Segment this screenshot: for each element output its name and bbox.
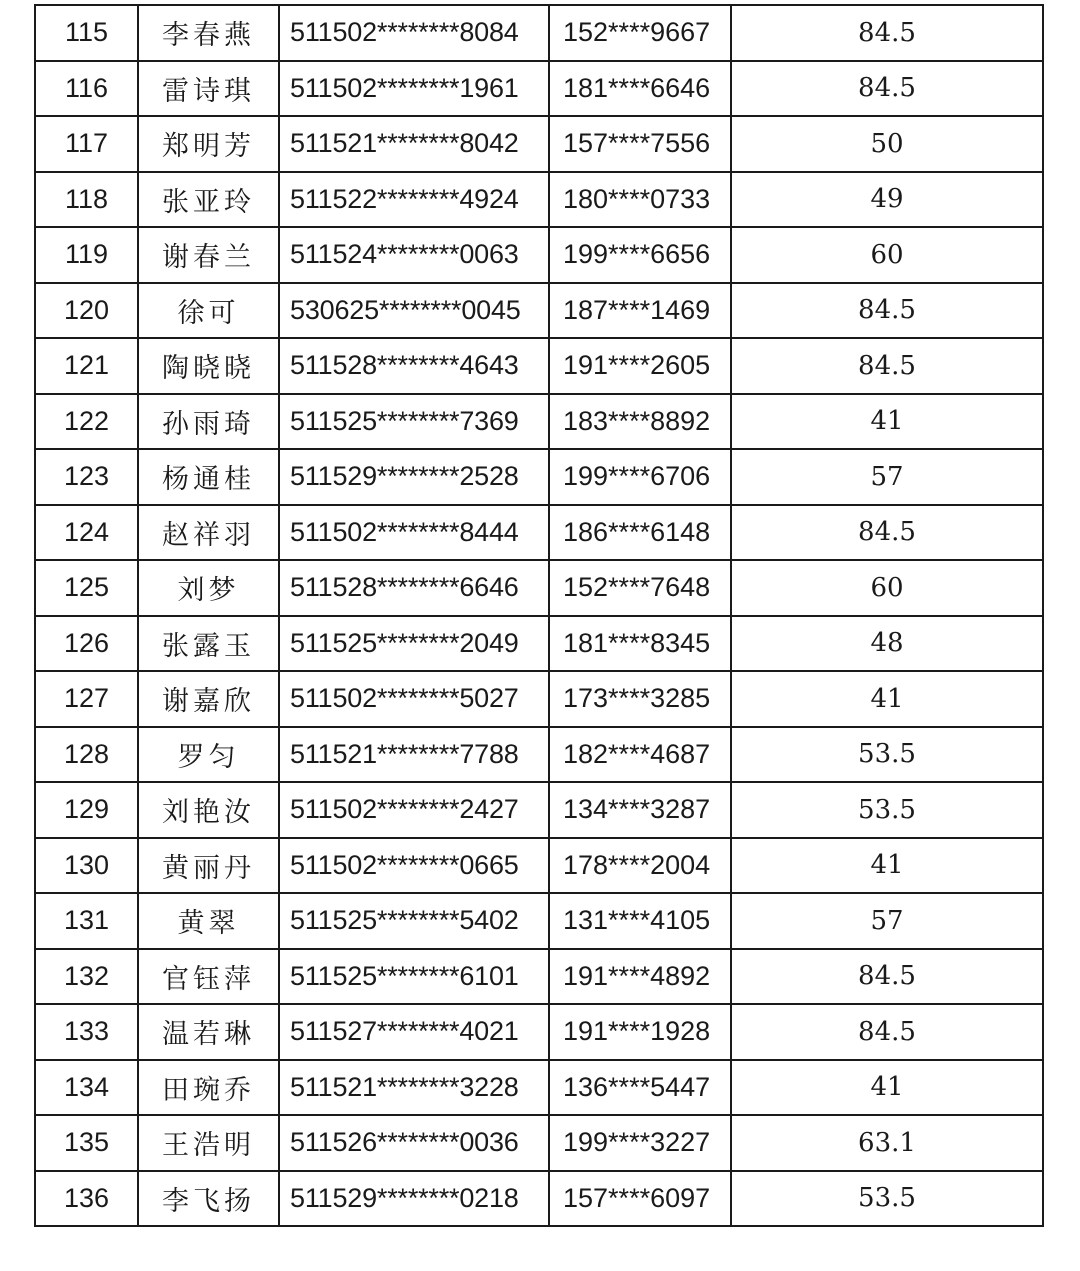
score-cell: 50 [731,116,1043,172]
row-number-cell: 115 [35,5,138,61]
row-number-cell: 118 [35,172,138,228]
score-cell: 84.5 [731,949,1043,1005]
table-row [35,5,1043,61]
id-number-cell: 511528********6646 [279,560,549,616]
id-number-cell: 511525********2049 [279,616,549,672]
results-table [34,4,1044,1227]
score-cell: 48 [731,616,1043,672]
person-name-cell: 黄翠 [138,893,279,949]
score-cell: 41 [731,394,1043,450]
row-number-cell: 136 [35,1171,138,1227]
phone-number-cell: 181****6646 [549,61,731,117]
row-number-cell: 123 [35,449,138,505]
phone-number-cell: 173****3285 [549,671,731,727]
phone-number-cell: 181****8345 [549,616,731,672]
row-number-cell: 129 [35,782,138,838]
phone-number-cell: 199****3227 [549,1115,731,1171]
score-cell: 41 [731,671,1043,727]
phone-number-cell: 157****6097 [549,1171,731,1227]
phone-number-cell: 152****9667 [549,5,731,61]
person-name-cell: 罗匀 [138,727,279,783]
row-number-cell: 125 [35,560,138,616]
person-name-cell: 王浩明 [138,1115,279,1171]
person-name-cell: 田琬乔 [138,1060,279,1116]
table-row [35,560,1043,616]
table-row [35,116,1043,172]
table-row [35,172,1043,228]
person-name-cell: 李飞扬 [138,1171,279,1227]
person-name-cell: 官钰萍 [138,949,279,1005]
phone-number-cell: 183****8892 [549,394,731,450]
id-number-cell: 511502********5027 [279,671,549,727]
row-number-cell: 132 [35,949,138,1005]
table-row [35,394,1043,450]
table-row [35,1171,1043,1227]
id-number-cell: 511502********0665 [279,838,549,894]
score-cell: 84.5 [731,505,1043,561]
phone-number-cell: 187****1469 [549,283,731,339]
phone-number-cell: 134****3287 [549,782,731,838]
id-number-cell: 511524********0063 [279,227,549,283]
row-number-cell: 124 [35,505,138,561]
row-number-cell: 117 [35,116,138,172]
row-number-cell: 127 [35,671,138,727]
phone-number-cell: 199****6706 [549,449,731,505]
table-row [35,505,1043,561]
score-cell: 84.5 [731,283,1043,339]
score-cell: 84.5 [731,1004,1043,1060]
score-cell: 53.5 [731,727,1043,783]
table-row [35,338,1043,394]
row-number-cell: 116 [35,61,138,117]
score-cell: 84.5 [731,5,1043,61]
person-name-cell: 赵祥羽 [138,505,279,561]
person-name-cell: 陶晓晓 [138,338,279,394]
id-number-cell: 511525********6101 [279,949,549,1005]
phone-number-cell: 152****7648 [549,560,731,616]
person-name-cell: 杨通桂 [138,449,279,505]
person-name-cell: 郑明芳 [138,116,279,172]
table-row [35,1004,1043,1060]
score-cell: 41 [731,1060,1043,1116]
row-number-cell: 121 [35,338,138,394]
phone-number-cell: 157****7556 [549,116,731,172]
phone-number-cell: 186****6148 [549,505,731,561]
score-cell: 49 [731,172,1043,228]
table-body [35,5,1043,1226]
id-number-cell: 511525********5402 [279,893,549,949]
phone-number-cell: 199****6656 [549,227,731,283]
id-number-cell: 530625********0045 [279,283,549,339]
person-name-cell: 徐可 [138,283,279,339]
score-cell: 53.5 [731,782,1043,838]
person-name-cell: 谢春兰 [138,227,279,283]
table-row [35,227,1043,283]
phone-number-cell: 136****5447 [549,1060,731,1116]
row-number-cell: 128 [35,727,138,783]
table-row [35,782,1043,838]
table-row [35,727,1043,783]
phone-number-cell: 191****2605 [549,338,731,394]
phone-number-cell: 191****4892 [549,949,731,1005]
person-name-cell: 李春燕 [138,5,279,61]
person-name-cell: 雷诗琪 [138,61,279,117]
row-number-cell: 122 [35,394,138,450]
person-name-cell: 黄丽丹 [138,838,279,894]
person-name-cell: 张亚玲 [138,172,279,228]
person-name-cell: 温若琳 [138,1004,279,1060]
score-cell: 53.5 [731,1171,1043,1227]
person-name-cell: 谢嘉欣 [138,671,279,727]
id-number-cell: 511522********4924 [279,172,549,228]
phone-number-cell: 191****1928 [549,1004,731,1060]
phone-number-cell: 180****0733 [549,172,731,228]
score-cell: 57 [731,449,1043,505]
table-row [35,616,1043,672]
score-cell: 84.5 [731,338,1043,394]
person-name-cell: 张露玉 [138,616,279,672]
table-row [35,1060,1043,1116]
table-row [35,893,1043,949]
id-number-cell: 511502********2427 [279,782,549,838]
row-number-cell: 134 [35,1060,138,1116]
row-number-cell: 126 [35,616,138,672]
id-number-cell: 511529********2528 [279,449,549,505]
score-cell: 84.5 [731,61,1043,117]
row-number-cell: 120 [35,283,138,339]
row-number-cell: 119 [35,227,138,283]
table-row [35,283,1043,339]
phone-number-cell: 178****2004 [549,838,731,894]
score-cell: 63.1 [731,1115,1043,1171]
person-name-cell: 刘梦 [138,560,279,616]
score-cell: 60 [731,560,1043,616]
id-number-cell: 511521********7788 [279,727,549,783]
id-number-cell: 511528********4643 [279,338,549,394]
id-number-cell: 511521********8042 [279,116,549,172]
score-cell: 41 [731,838,1043,894]
phone-number-cell: 131****4105 [549,893,731,949]
id-number-cell: 511527********4021 [279,1004,549,1060]
table-row [35,949,1043,1005]
table-row [35,449,1043,505]
id-number-cell: 511521********3228 [279,1060,549,1116]
id-number-cell: 511526********0036 [279,1115,549,1171]
id-number-cell: 511502********8444 [279,505,549,561]
score-cell: 60 [731,227,1043,283]
id-number-cell: 511502********8084 [279,5,549,61]
row-number-cell: 130 [35,838,138,894]
id-number-cell: 511529********0218 [279,1171,549,1227]
row-number-cell: 135 [35,1115,138,1171]
score-cell: 57 [731,893,1043,949]
table-row [35,1115,1043,1171]
id-number-cell: 511502********1961 [279,61,549,117]
person-name-cell: 刘艳汝 [138,782,279,838]
row-number-cell: 133 [35,1004,138,1060]
table-row [35,671,1043,727]
phone-number-cell: 182****4687 [549,727,731,783]
table-row [35,61,1043,117]
person-name-cell: 孙雨琦 [138,394,279,450]
id-number-cell: 511525********7369 [279,394,549,450]
row-number-cell: 131 [35,893,138,949]
table-row [35,838,1043,894]
